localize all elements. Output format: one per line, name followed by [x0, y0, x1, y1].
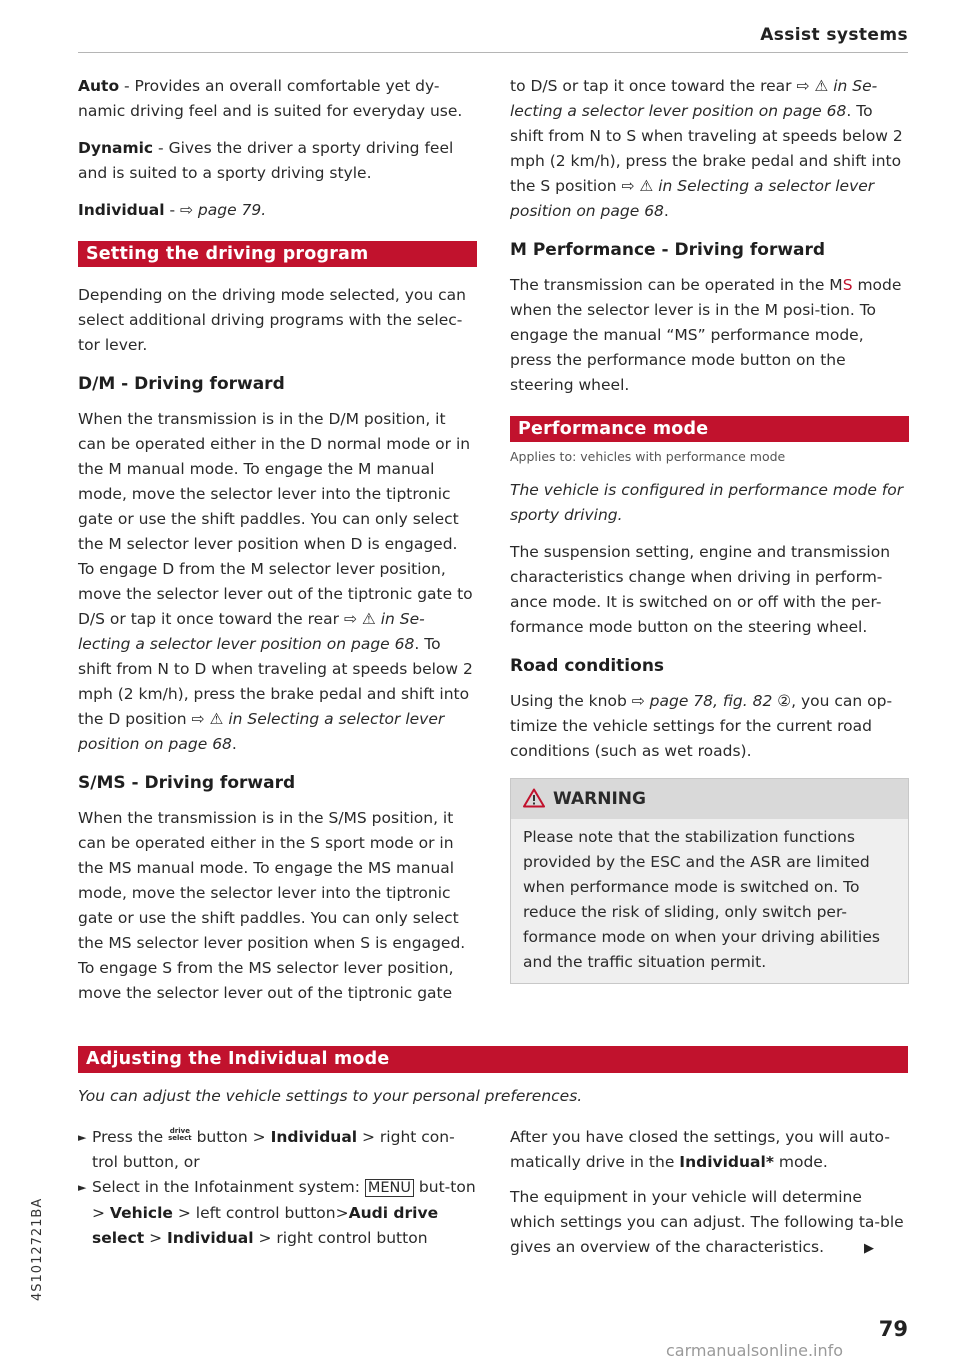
- section-title: Assist systems: [760, 25, 908, 45]
- cont-link-1[interactable]: in Se-lecting a selector lever position on page 68: [510, 77, 878, 120]
- applies-to-note: Applies to: vehicles with performance mode: [510, 449, 786, 464]
- note1-individual: Individual*: [679, 1153, 774, 1171]
- step-item: [78, 1125, 478, 1175]
- performance-paragraph: The suspension setting, engine and transmission characteristics change when driving in perform-ance mode. It is switched on or off with the per-formance mode button on the steering wheel.: [510, 543, 891, 636]
- sms-paragraph: When the transmission is in the S/MS position, it can be operated either in the S sport mode or in the MS manual mode. To engage the MS manual mode, move the selector lever into the tiptronic gate or use the shift paddles. You can only select the MS selector lever position when S is engaged. To engage S from the MS selector lever position, move the selector lever out of the tiptronic gate: [78, 809, 466, 1002]
- step1-individual: Individual: [270, 1128, 358, 1146]
- note1-text-a: After you have closed the settings, you will auto-matically drive in the: [510, 1128, 890, 1171]
- drive-glyph-bottom: select: [168, 1134, 192, 1142]
- warning-box: [510, 778, 909, 984]
- m-performance-heading: M Performance - Driving forward: [510, 240, 826, 260]
- step2-text-d: >: [144, 1229, 168, 1247]
- step1-text-c: > right con-trol button, or: [92, 1128, 455, 1171]
- step2-text-b: but-ton >: [92, 1178, 476, 1222]
- warning-triangle-icon: ⚠: [361, 610, 376, 628]
- warning-triangle-icon: ⚠: [639, 177, 654, 195]
- setting-paragraph: Depending on the driving mode selected, you can select additional driving programs with the selec-tor lever.: [78, 286, 467, 354]
- cont-end: .: [663, 202, 669, 220]
- dm-text-1: When the transmission is in the D/M position, it can be operated either in the D normal mode or in the M manual mode. To engage the M manual mode, move the selector lever into the tiptronic gate or use the shift paddles. You can only select the M selector lever position when D is engaged. To engage D from the M selector lever position, move the selector lever out of the tiptronic gate to D/S or tap it once toward the rear ⇨: [78, 410, 473, 628]
- cont-text-1: to D/S or tap it once toward the rear ⇨: [510, 77, 815, 95]
- individual-label: Individual: [78, 201, 165, 219]
- document-code: 4S1012721BA: [30, 1197, 45, 1301]
- dm-paragraph: [78, 407, 477, 757]
- step1-text-b: button >: [191, 1128, 271, 1146]
- warning-header: [511, 779, 908, 819]
- step-arrow-icon: ►: [78, 1181, 87, 1194]
- mperf-red-s: S: [842, 276, 853, 294]
- step-arrow-icon: ►: [78, 1131, 87, 1144]
- setting-driving-program-heading: Setting the driving program: [78, 241, 477, 267]
- note1-text-b: mode.: [773, 1153, 828, 1171]
- header-divider: [78, 52, 908, 53]
- performance-mode-heading: Performance mode: [510, 416, 909, 442]
- warning-title: WARNING: [553, 789, 646, 809]
- individual-paragraph: [78, 198, 477, 223]
- road-fig-link[interactable]: page 78, fig. 82: [649, 692, 773, 710]
- individual-sep: -: [164, 201, 180, 219]
- steps-list: [78, 1125, 478, 1251]
- left-column: [78, 74, 477, 1018]
- step-item: [78, 1175, 478, 1251]
- page-number: 79: [878, 1317, 908, 1341]
- m-performance-paragraph: [510, 273, 909, 398]
- cont-text-2: . To shift from N to S when traveling at speeds below 2 mph (2 km/h), press the brake pedal and shift into the S position ⇨: [510, 102, 903, 195]
- dynamic-label: Dynamic: [78, 139, 154, 157]
- warning-triangle-icon: ⚠: [814, 77, 829, 95]
- dynamic-paragraph: [78, 136, 477, 186]
- note2-text: The equipment in your vehicle will determine which settings you can adjust. The following ta-ble gives an overview of the characteristics.: [510, 1188, 904, 1256]
- performance-intro: The vehicle is configured in performance mode for sporty driving.: [510, 481, 904, 524]
- auto-text: - Provides an overall comfortable yet dy-namic driving feel and is suited for everyday use.: [78, 77, 463, 120]
- individual-note-1: [510, 1125, 909, 1175]
- step2-vehicle: Vehicle: [109, 1204, 173, 1222]
- step2-text-a: Select in the Infotainment system:: [92, 1178, 365, 1196]
- cont-link-2[interactable]: in Selecting a selector lever position on page 68: [510, 177, 875, 220]
- step1-text-a: Press the: [92, 1128, 169, 1146]
- adjusting-individual-heading: Adjusting the Individual mode: [78, 1046, 908, 1073]
- road-conditions-heading: Road conditions: [510, 656, 665, 676]
- road-text-a: Using the knob ⇨: [510, 692, 650, 710]
- drive-glyph-top: drive: [169, 1127, 190, 1135]
- drive-select-button-icon: [168, 1128, 192, 1142]
- right-column: [510, 74, 909, 984]
- step2-text-c: > left control button>: [172, 1204, 349, 1222]
- continue-arrow-icon: ▶: [864, 1241, 875, 1256]
- menu-key: MENU: [365, 1179, 414, 1197]
- auto-label: Auto: [78, 77, 120, 95]
- warning-text: Please note that the stabilization functions provided by the ESC and the ASR are limited when performance mode is switched on. To reduce the risk of sliding, only switch per-formance mode on when your driving abilities and the traffic situation permit.: [511, 819, 908, 983]
- step2-text-e: > right control button: [253, 1229, 428, 1247]
- dm-end: .: [231, 735, 237, 753]
- step2-individual: Individual: [167, 1229, 254, 1247]
- dm-link-1[interactable]: in Se-lecting a selector lever position on page 68: [78, 610, 425, 653]
- individual-page-link[interactable]: ⇨ page 79.: [179, 201, 267, 219]
- adjusting-intro: You can adjust the vehicle settings to your personal preferences.: [78, 1087, 583, 1105]
- road-conditions-paragraph: [510, 689, 909, 764]
- dm-text-2: . To shift from N to D when traveling at speeds below 2 mph (2 km/h), press the brake pedal and shift into the D position ⇨: [78, 635, 473, 728]
- road-circle-number: ②: [772, 692, 792, 710]
- individual-notes: [510, 1125, 909, 1271]
- mperf-text-a: The transmission can be operated in the M: [510, 276, 843, 294]
- dm-link-2[interactable]: in Selecting a selector lever position on page 68: [78, 710, 445, 753]
- sms-heading: S/MS - Driving forward: [78, 773, 296, 793]
- watermark: carmanualsonline.info: [666, 1341, 844, 1360]
- dm-heading: D/M - Driving forward: [78, 374, 285, 394]
- step2-audi-drive: Audi drive select: [92, 1204, 439, 1247]
- road-text-b: , you can op-timize the vehicle settings for the current road conditions (such as wet roads).: [510, 692, 893, 760]
- dynamic-text: - Gives the driver a sporty driving feel and is suited to a sporty driving style.: [78, 139, 454, 182]
- warning-triangle-icon: [523, 788, 545, 808]
- individual-note-2: [510, 1185, 909, 1261]
- auto-paragraph: [78, 74, 477, 124]
- mperf-text-b: mode when the selector lever is in the M posi-tion. To engage the manual “MS” performance mode, press the performance mode button on the steering wheel.: [510, 276, 902, 394]
- warning-triangle-icon: ⚠: [209, 710, 224, 728]
- sms-continued-paragraph: [510, 74, 909, 224]
